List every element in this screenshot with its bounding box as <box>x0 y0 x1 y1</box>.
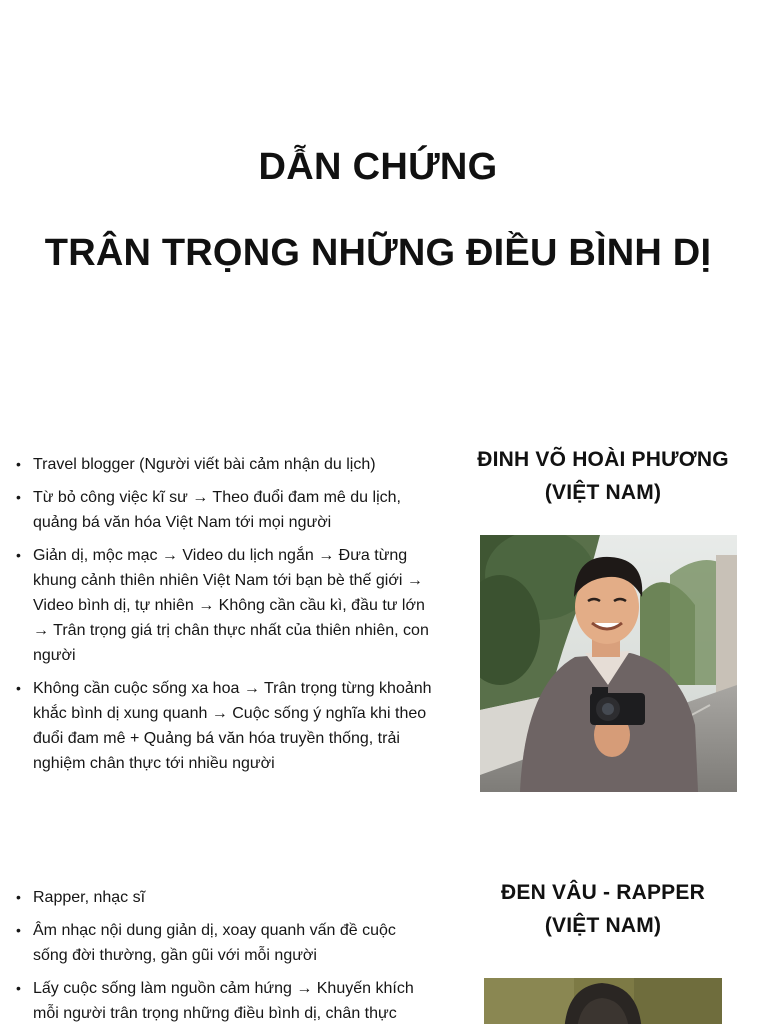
traveler-with-camera-photo <box>480 535 737 792</box>
rapper-portrait-photo <box>484 978 722 1024</box>
list-item: • Giản dị, mộc mạc → Video du lịch ngắn → Đưa từng khung cảnh thiên nhiên Việt Nam tới bạn bè thế giới → Video bình dị, tự nhiên → Không cần cầu kì, đầu tư lớn → Trân trọng giá trị chân thực nhất của thiên nhiên, con người <box>16 543 432 668</box>
page-title-line-2: TRÂN TRỌNG NHỮNG ĐIỀU BÌNH DỊ <box>44 232 712 274</box>
person-name-line: ĐEN VÂU - RAPPER <box>501 881 705 904</box>
bullet-list-den-vau <box>16 885 432 1024</box>
person-country-line: (VIỆT NAM) <box>544 481 662 504</box>
page-title-line-1: DẪN CHỨNG <box>258 146 498 188</box>
person-name-phuong <box>453 443 753 509</box>
list-item: • Không cần cuộc sống xa hoa → Trân trọng từng khoảnh khắc bình dị xung quanh → Cuộc sống ý nghĩa khi theo đuổi đam mê + Quảng bá văn hóa truyền thống, trải nghiệm chân thực tới nhiều người <box>16 676 432 776</box>
list-item: • Âm nhạc nội dung giản dị, xoay quanh vấn đề cuộc sống đời thường, gần gũi với mỗi người <box>16 918 432 968</box>
photo-phuong <box>480 535 737 792</box>
list-item: • Rapper, nhạc sĩ <box>16 885 432 910</box>
person-name-den-vau <box>453 876 753 942</box>
bullet-list-phuong <box>16 452 432 784</box>
person-name-line: ĐINH VÕ HOÀI PHƯƠNG <box>477 448 729 471</box>
list-item: • Từ bỏ công việc kĩ sư → Theo đuổi đam mê du lịch, quảng bá văn hóa Việt Nam tới mọi người <box>16 485 432 535</box>
list-item: • Lấy cuộc sống làm nguồn cảm hứng → Khuyến khích mỗi người trân trọng những điều bình dị, chân thực <box>16 976 432 1024</box>
list-item: • Travel blogger (Người viết bài cảm nhận du lịch) <box>16 452 432 477</box>
person-country-line: (VIỆT NAM) <box>544 914 662 937</box>
photo-den-vau <box>484 978 722 1024</box>
